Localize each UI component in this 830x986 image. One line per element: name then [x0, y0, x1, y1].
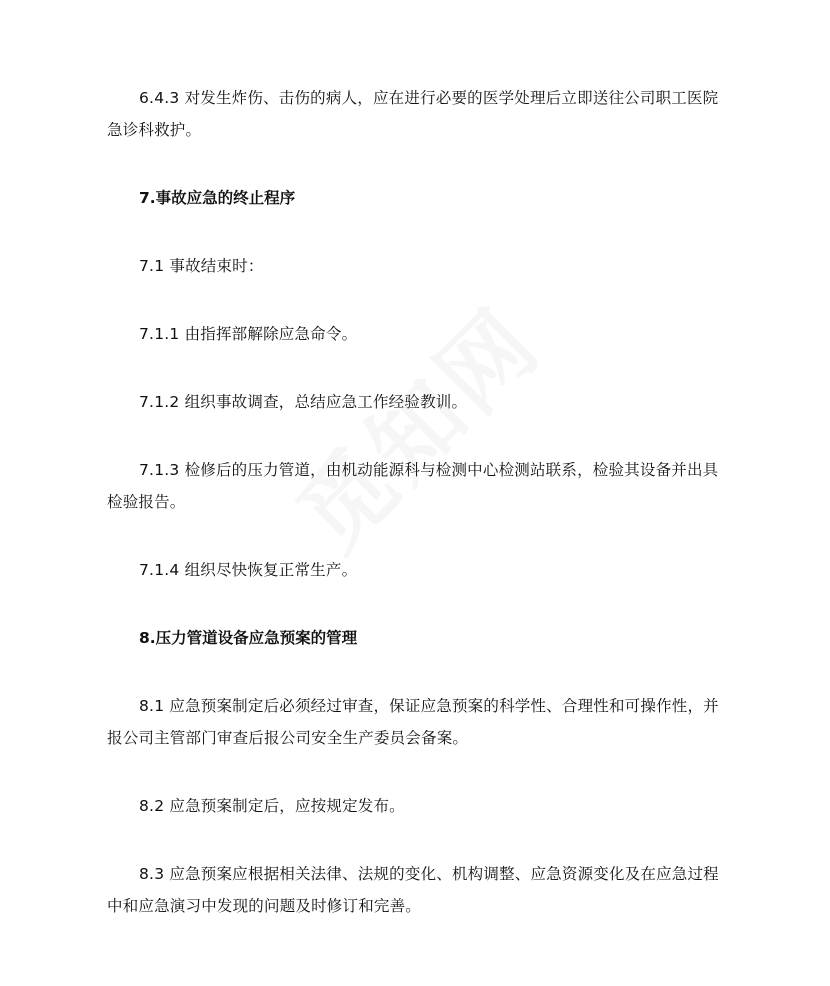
- section-heading-8: 8.压力管道设备应急预案的管理: [139, 629, 358, 647]
- para-7-1-1: 7.1.1 由指挥部解除应急命令。: [139, 325, 358, 343]
- section-heading-7: 7.事故应急的终止程序: [139, 189, 296, 207]
- para-7-1-3: 7.1.3 检修后的压力管道，由机动能源科与检测中心检测站联系，检验其设备并出具检验报告。: [107, 461, 719, 511]
- para-6-4-3: 6.4.3 对发生炸伤、击伤的病人，应在进行必要的医学处理后立即送往公司职工医院急诊科救护。: [107, 89, 719, 139]
- para-8-2: 8.2 应急预案制定后，应按规定发布。: [139, 797, 405, 815]
- para-7-1-2: 7.1.2 组织事故调查，总结应急工作经验教训。: [139, 393, 468, 411]
- para-8-1: 8.1 应急预案制定后必须经过审查，保证应急预案的科学性、合理性和可操作性，并报公司主管部门审查后报公司安全生产委员会备案。: [107, 697, 719, 747]
- para-7-1-4: 7.1.4 组织尽快恢复正常生产。: [139, 561, 358, 579]
- para-7-1: 7.1 事故结束时：: [139, 257, 264, 275]
- para-8-3: 8.3 应急预案应根据相关法律、法规的变化、机构调整、应急资源变化及在应急过程中和应急演习中发现的问题及时修订和完善。: [107, 865, 719, 915]
- document-body: [107, 82, 727, 922]
